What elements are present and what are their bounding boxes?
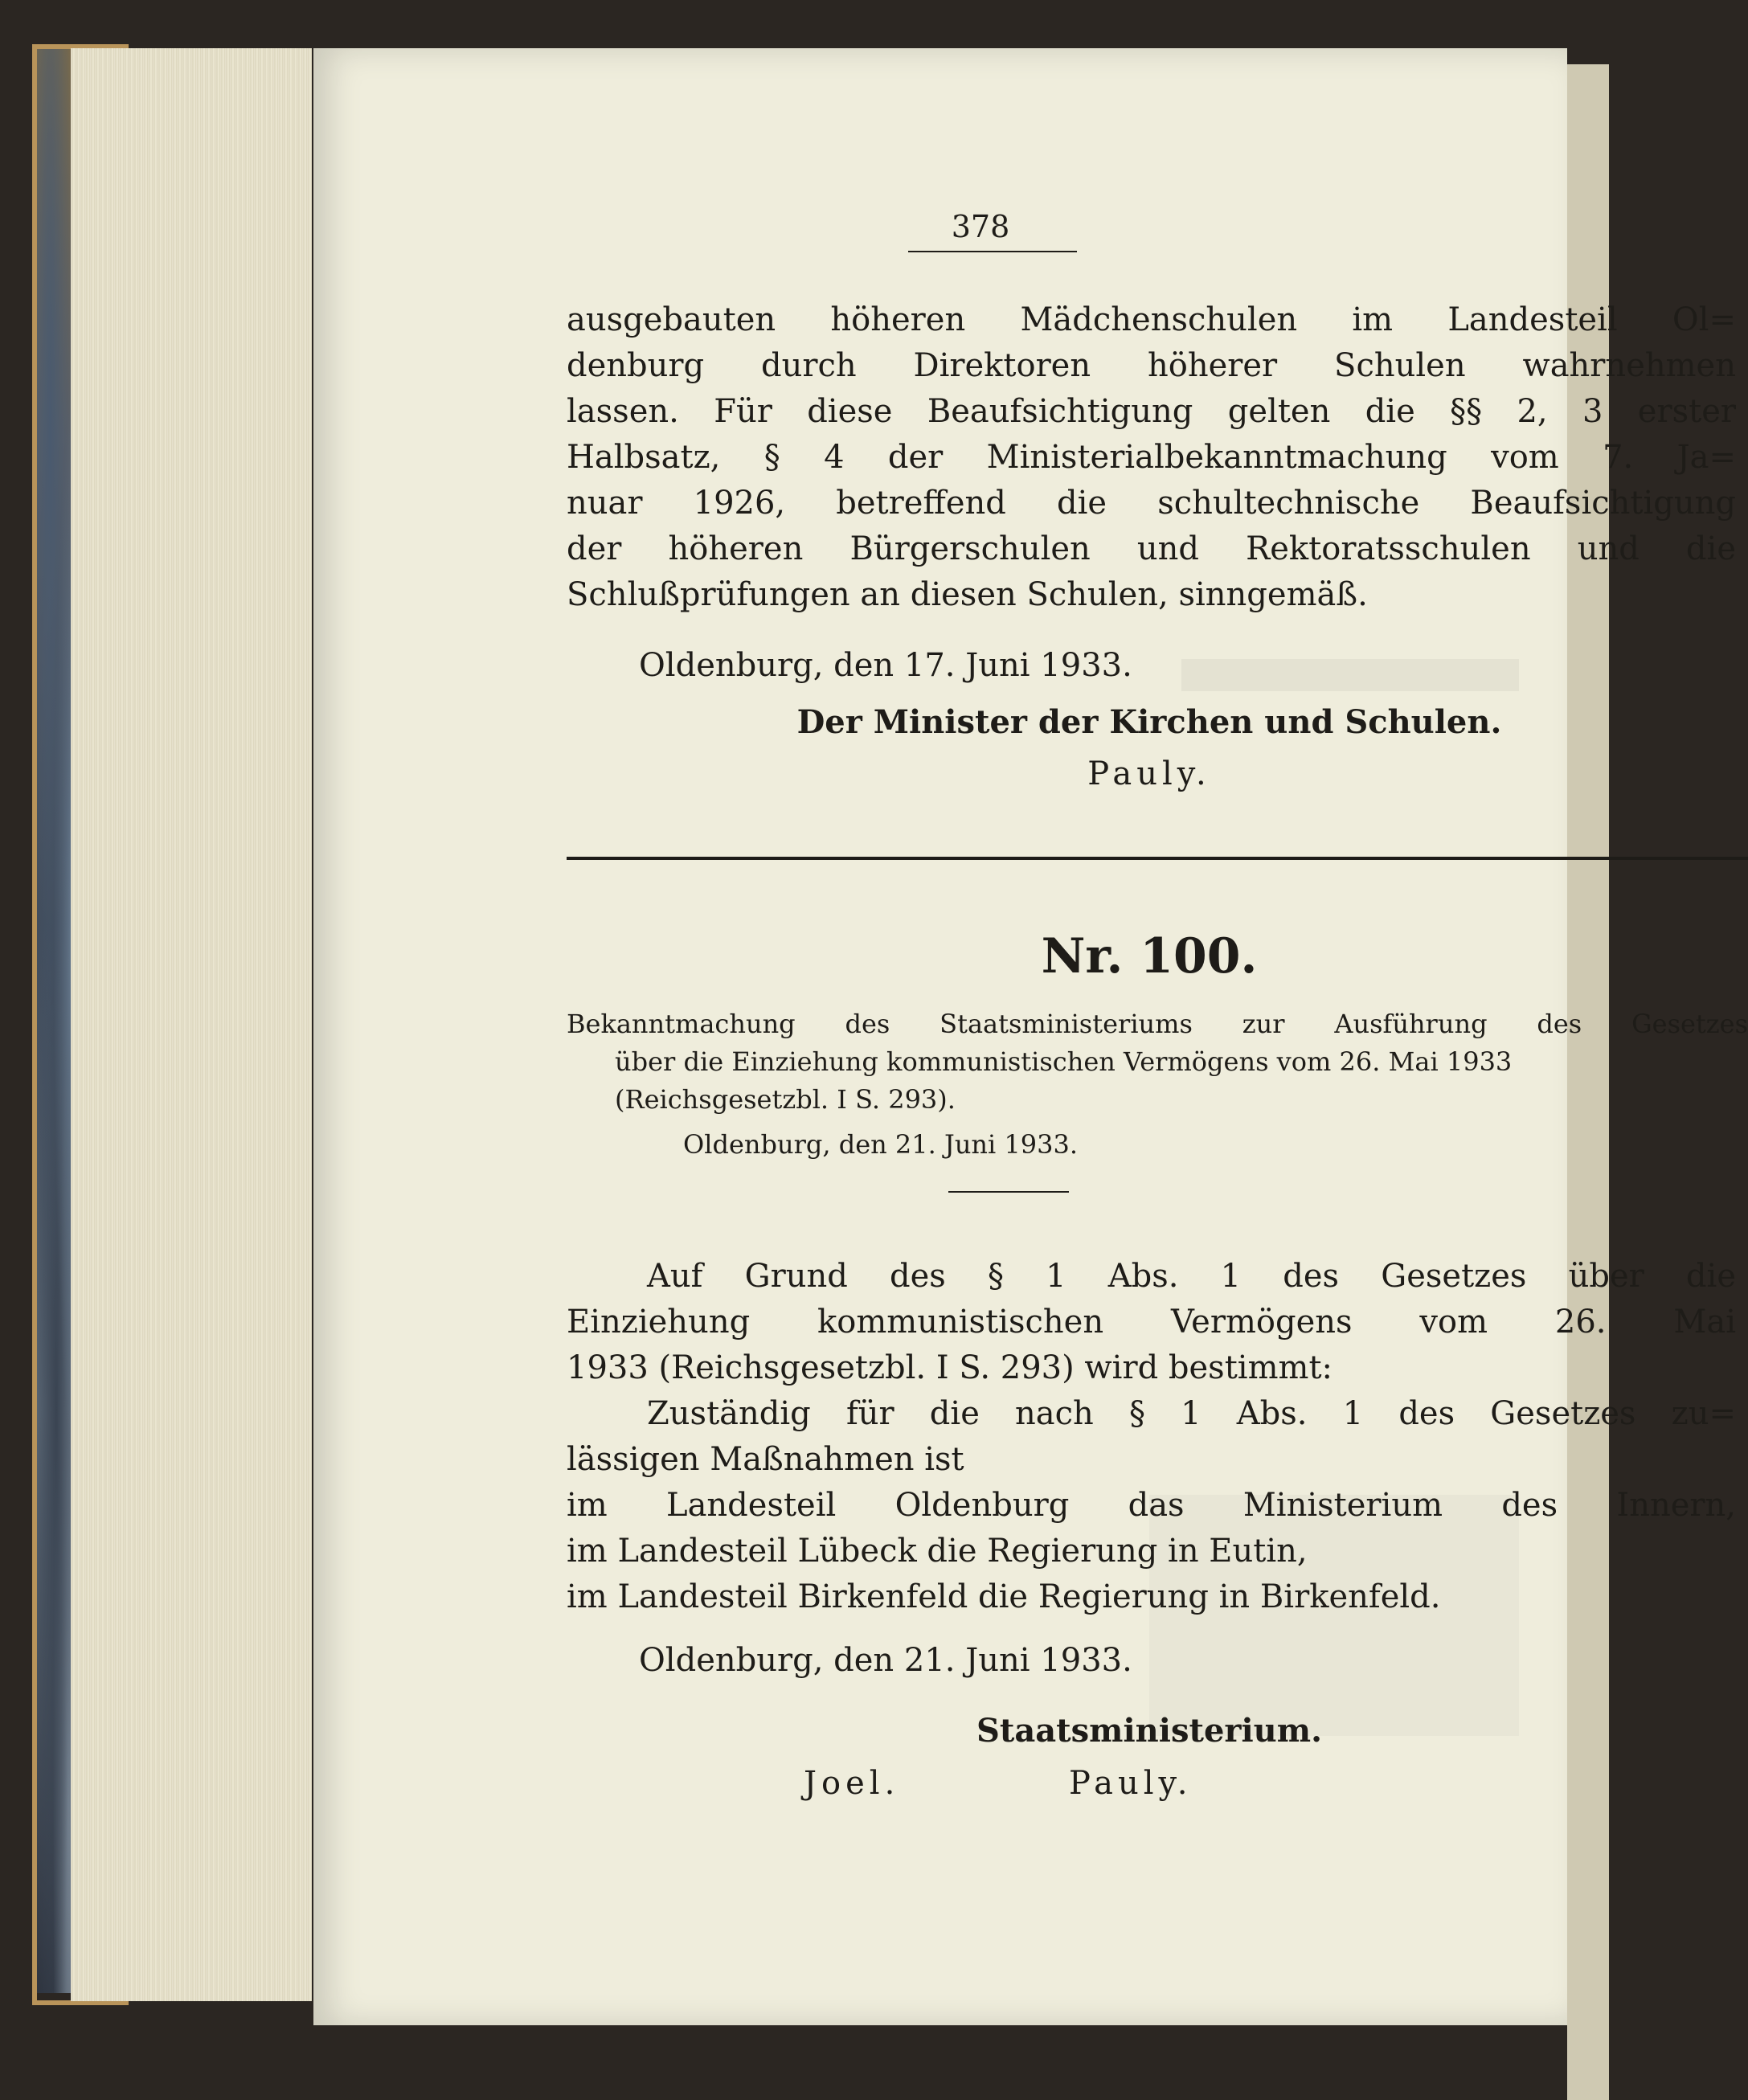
short-rule: [948, 1191, 1069, 1193]
continuation-line: nuar 1926, betreffend die schultechnische Beaufsichtigung: [567, 485, 1736, 522]
page-edges: [71, 48, 312, 2001]
continuation-line: lassen. Für diese Beaufsichtigung gelten die §§ 2, 3 erster: [567, 393, 1736, 430]
provision-line: Zuständig für die nach § 1 Abs. 1 des Gesetzes zu=: [647, 1395, 1736, 1432]
continuation-line: der höheren Bürgerschulen und Rektoratsschulen und die: [567, 530, 1736, 567]
intro-last-line: 1933 (Reichsgesetzbl. I S. 293) wird bestimmt:: [567, 1349, 1332, 1386]
provision-line: lässigen Maßnahmen ist: [567, 1441, 964, 1478]
section-title-line: über die Einziehung kommunistischen Vermögens vom 26. Mai 1933: [615, 1046, 1513, 1077]
provision-item: im Landesteil Oldenburg das Ministerium des Innern,: [567, 1487, 1736, 1524]
section-separator: [567, 857, 1748, 860]
provision-item: im Landesteil Birkenfeld die Regierung in Birkenfeld.: [567, 1578, 1441, 1615]
section-date: Oldenburg, den 21. Juni 1933.: [683, 1129, 1079, 1160]
continuation-authority: Der Minister der Kirchen und Schulen.: [796, 703, 1502, 741]
continuation-last-line: Schlußprüfungen an diesen Schulen, sinngemäß.: [567, 576, 1368, 613]
section-number: Nr. 100.: [1041, 928, 1258, 985]
continuation-line: ausgebauten höheren Mädchenschulen im Landesteil Ol=: [567, 301, 1736, 338]
page-number: 378: [951, 209, 1010, 244]
continuation-line: denburg durch Direktoren höherer Schulen wahrnehmen: [567, 347, 1736, 384]
continuation-date: Oldenburg, den 17. Juni 1933.: [639, 647, 1132, 684]
closing-authority: Staatsministerium.: [976, 1712, 1323, 1750]
page: [313, 48, 1748, 2025]
signature-pauly: Pauly.: [1069, 1765, 1193, 1802]
section-title-line: Bekanntmachung des Staatsministeriums zur Ausführung des Gesetzes: [567, 1009, 1748, 1039]
show-through: [1181, 659, 1519, 691]
section-title-line: (Reichsgesetzbl. I S. 293).: [615, 1084, 956, 1115]
provision-item: im Landesteil Lübeck die Regierung in Eutin,: [567, 1533, 1308, 1570]
signature-joel: Joel.: [804, 1765, 900, 1802]
intro-line: Auf Grund des § 1 Abs. 1 des Gesetzes über die: [647, 1258, 1736, 1295]
continuation-signature: Pauly.: [1087, 755, 1211, 792]
continuation-line: Halbsatz, § 4 der Ministerialbekanntmachung vom 7. Ja=: [567, 439, 1736, 476]
closing-date: Oldenburg, den 21. Juni 1933.: [639, 1642, 1132, 1679]
show-through: [1149, 1495, 1519, 1736]
intro-line: Einziehung kommunistischen Vermögens vom 26. Mai: [567, 1304, 1736, 1341]
page-number-rule: [908, 251, 1077, 252]
